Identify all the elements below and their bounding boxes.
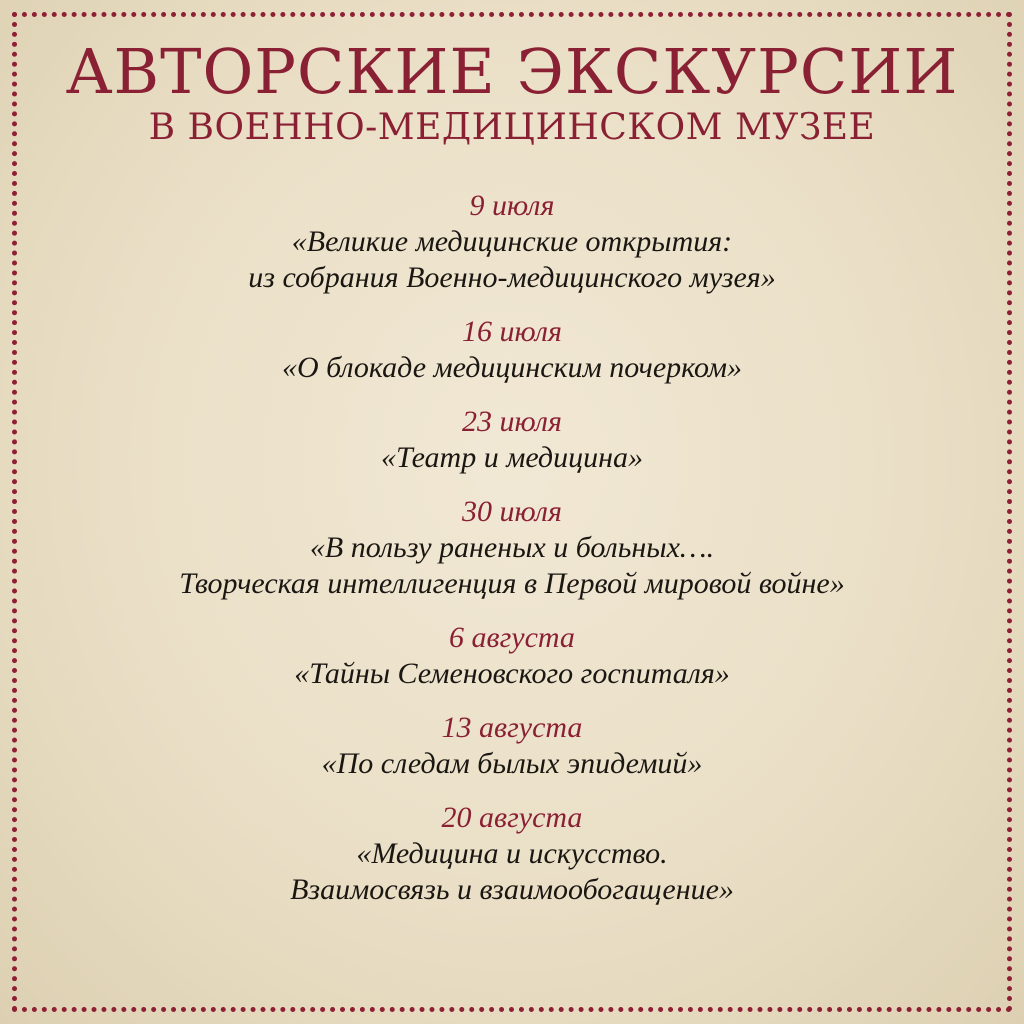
event-item xyxy=(60,800,964,908)
event-date: 13 августа xyxy=(441,711,583,744)
event-date: 20 августа xyxy=(441,801,583,834)
header xyxy=(0,36,1024,148)
event-title-line: «О блокаде медицинским почерком» xyxy=(281,351,743,384)
event-date: 16 июля xyxy=(462,315,562,348)
event-item xyxy=(60,404,964,476)
event-title-line: Творческая интеллигенция в Первой мировой войне» xyxy=(179,567,845,600)
event-date: 23 июля xyxy=(462,405,562,438)
event-list xyxy=(60,188,964,926)
event-title-line: «Тайны Семеновского госпиталя» xyxy=(294,657,730,690)
event-date: 30 июля xyxy=(462,495,562,528)
event-item xyxy=(60,314,964,386)
event-date: 6 августа xyxy=(449,621,575,654)
event-title-line: Взаимосвязь и взаимообогащение» xyxy=(290,873,734,906)
event-item xyxy=(60,710,964,782)
event-item xyxy=(60,494,964,602)
event-date: 9 июля xyxy=(469,189,555,222)
event-title-line: «Великие медицинские открытия: xyxy=(291,225,733,258)
event-title-line: «Медицина и искусство. xyxy=(356,837,668,870)
event-item xyxy=(60,620,964,692)
page-subtitle: В ВОЕННО-МЕДИЦИНСКОМ МУЗЕЕ xyxy=(148,107,876,148)
event-title-line: «Театр и медицина» xyxy=(381,441,643,474)
event-title-line: «В пользу раненых и больных…. xyxy=(309,531,715,564)
event-title-line: из собрания Военно-медицинского музея» xyxy=(248,261,776,294)
event-title-line: «По следам былых эпидемий» xyxy=(321,747,703,780)
page-title: АВТОРСКИЕ ЭКСКУРСИИ xyxy=(65,35,959,108)
event-item xyxy=(60,188,964,296)
